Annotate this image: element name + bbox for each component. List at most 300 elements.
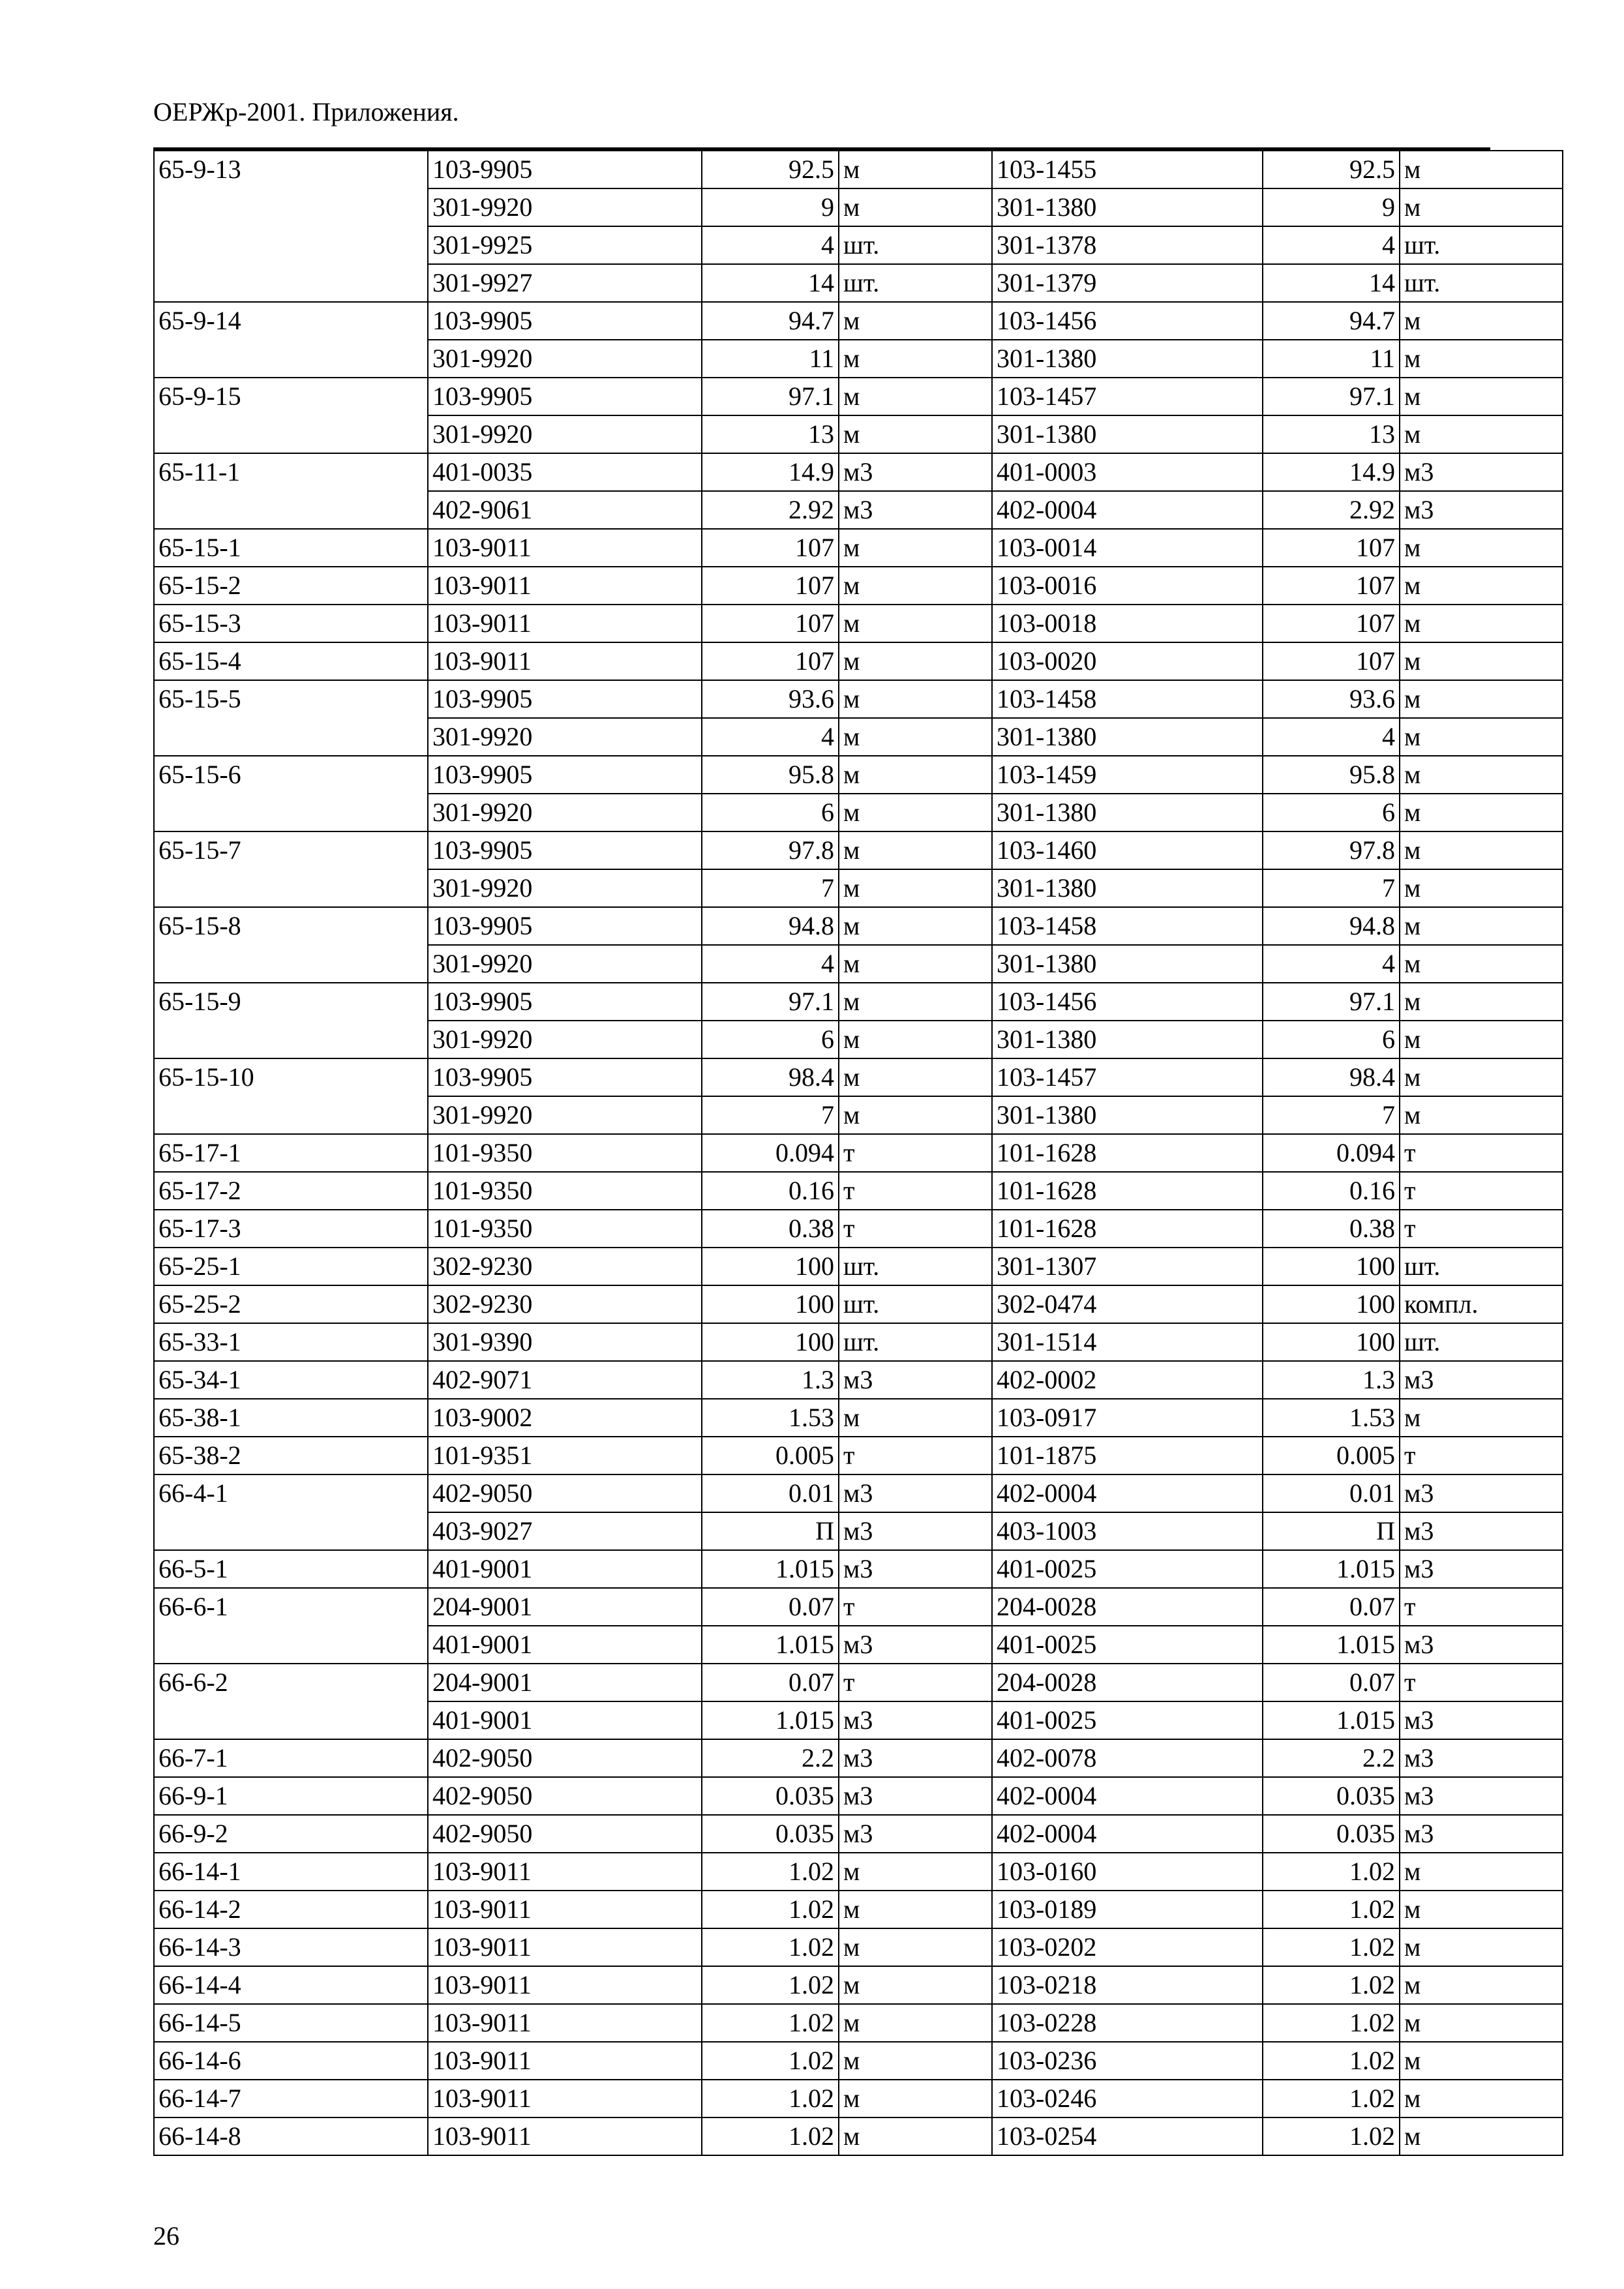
old-resource-cell: 103-9905	[428, 907, 702, 945]
code-cell: 66-6-1	[154, 1588, 428, 1626]
old-unit-cell: м	[839, 340, 992, 378]
code-cell	[154, 1021, 428, 1058]
old-resource-cell: 103-9905	[428, 756, 702, 794]
new-unit-cell: м	[1400, 340, 1563, 378]
table-row	[154, 1474, 1563, 1512]
new-resource-cell: 103-0020	[992, 642, 1263, 680]
old-unit-cell: шт.	[839, 264, 992, 302]
new-unit-cell: м	[1400, 2117, 1563, 2155]
old-resource-cell: 301-9920	[428, 1021, 702, 1058]
new-unit-cell: м	[1400, 794, 1563, 831]
new-unit-cell: м3	[1400, 1361, 1563, 1399]
new-unit-cell: м3	[1400, 491, 1563, 529]
old-unit-cell: м	[839, 302, 992, 340]
old-resource-cell: 403-9027	[428, 1512, 702, 1550]
new-resource-cell: 103-1457	[992, 1058, 1263, 1096]
old-quantity-cell: 1.3	[702, 1361, 839, 1399]
old-resource-cell: 301-9927	[428, 264, 702, 302]
old-quantity-cell: 0.07	[702, 1588, 839, 1626]
new-resource-cell: 103-0202	[992, 1928, 1263, 1966]
old-unit-cell: м3	[839, 1701, 992, 1739]
old-quantity-cell: 0.07	[702, 1664, 839, 1701]
new-resource-cell: 103-0917	[992, 1399, 1263, 1437]
resource-table	[153, 150, 1563, 2156]
new-unit-cell: м	[1400, 869, 1563, 907]
new-quantity-cell: П	[1263, 1512, 1400, 1550]
new-quantity-cell: 1.02	[1263, 1966, 1400, 2004]
new-unit-cell: м3	[1400, 1777, 1563, 1815]
code-cell: 66-14-6	[154, 2042, 428, 2080]
new-quantity-cell: 93.6	[1263, 680, 1400, 718]
new-quantity-cell: 4	[1263, 226, 1400, 264]
table-row	[154, 2117, 1563, 2155]
table-row	[154, 1777, 1563, 1815]
new-resource-cell: 301-1379	[992, 264, 1263, 302]
new-unit-cell: м3	[1400, 1739, 1563, 1777]
old-resource-cell: 301-9920	[428, 869, 702, 907]
new-resource-cell: 103-1459	[992, 756, 1263, 794]
new-resource-cell: 402-0004	[992, 491, 1263, 529]
new-resource-cell: 402-0078	[992, 1739, 1263, 1777]
new-resource-cell: 103-0018	[992, 605, 1263, 642]
table-row	[154, 188, 1563, 226]
new-quantity-cell: 1.02	[1263, 2117, 1400, 2155]
new-quantity-cell: 2.2	[1263, 1739, 1400, 1777]
new-quantity-cell: 0.16	[1263, 1172, 1400, 1210]
old-quantity-cell: 1.015	[702, 1701, 839, 1739]
new-resource-cell: 103-0016	[992, 567, 1263, 605]
new-resource-cell: 301-1380	[992, 1096, 1263, 1134]
old-quantity-cell: 100	[702, 1248, 839, 1285]
table-row	[154, 1134, 1563, 1172]
new-quantity-cell: 0.005	[1263, 1437, 1400, 1474]
old-quantity-cell: 1.02	[702, 2117, 839, 2155]
old-unit-cell: м3	[839, 491, 992, 529]
table-row	[154, 1096, 1563, 1134]
new-quantity-cell: 107	[1263, 567, 1400, 605]
old-unit-cell: т	[839, 1664, 992, 1701]
new-unit-cell: м	[1400, 907, 1563, 945]
new-resource-cell: 301-1514	[992, 1323, 1263, 1361]
code-cell	[154, 794, 428, 831]
new-resource-cell: 103-1456	[992, 983, 1263, 1021]
old-unit-cell: м3	[839, 1815, 992, 1853]
old-unit-cell: шт.	[839, 1323, 992, 1361]
new-quantity-cell: 4	[1263, 718, 1400, 756]
old-quantity-cell: 0.01	[702, 1474, 839, 1512]
old-quantity-cell: 1.02	[702, 1853, 839, 1891]
old-unit-cell: м	[839, 415, 992, 453]
old-quantity-cell: 107	[702, 642, 839, 680]
table-row	[154, 1891, 1563, 1928]
new-unit-cell: шт.	[1400, 1248, 1563, 1285]
new-quantity-cell: 1.02	[1263, 1891, 1400, 1928]
old-unit-cell: т	[839, 1210, 992, 1248]
new-resource-cell: 402-0002	[992, 1361, 1263, 1399]
old-unit-cell: т	[839, 1437, 992, 1474]
new-quantity-cell: 0.035	[1263, 1777, 1400, 1815]
new-resource-cell: 301-1307	[992, 1248, 1263, 1285]
new-resource-cell: 302-0474	[992, 1285, 1263, 1323]
old-quantity-cell: 0.035	[702, 1777, 839, 1815]
new-unit-cell: м	[1400, 718, 1563, 756]
table-row	[154, 794, 1563, 831]
old-resource-cell: 103-9011	[428, 1928, 702, 1966]
old-quantity-cell: 0.16	[702, 1172, 839, 1210]
new-resource-cell: 301-1380	[992, 340, 1263, 378]
new-quantity-cell: 100	[1263, 1248, 1400, 1285]
table-row	[154, 1966, 1563, 2004]
code-cell: 65-15-8	[154, 907, 428, 945]
table-row	[154, 1815, 1563, 1853]
old-unit-cell: м	[839, 2117, 992, 2155]
old-quantity-cell: 0.094	[702, 1134, 839, 1172]
old-resource-cell: 302-9230	[428, 1248, 702, 1285]
table-row	[154, 680, 1563, 718]
new-quantity-cell: 14	[1263, 264, 1400, 302]
new-unit-cell: м	[1400, 1021, 1563, 1058]
code-cell: 65-15-1	[154, 529, 428, 567]
new-quantity-cell: 0.38	[1263, 1210, 1400, 1248]
old-resource-cell: 103-9905	[428, 302, 702, 340]
old-unit-cell: м	[839, 831, 992, 869]
old-unit-cell: м	[839, 642, 992, 680]
code-cell: 66-14-8	[154, 2117, 428, 2155]
code-cell: 65-15-5	[154, 680, 428, 718]
table-row	[154, 1210, 1563, 1248]
old-resource-cell: 204-9001	[428, 1588, 702, 1626]
old-quantity-cell: 2.92	[702, 491, 839, 529]
old-unit-cell: м	[839, 907, 992, 945]
old-resource-cell: 101-9350	[428, 1134, 702, 1172]
new-quantity-cell: 0.094	[1263, 1134, 1400, 1172]
old-quantity-cell: 1.02	[702, 2042, 839, 2080]
table-row	[154, 1399, 1563, 1437]
table-row	[154, 1739, 1563, 1777]
old-resource-cell: 401-9001	[428, 1550, 702, 1588]
old-unit-cell: т	[839, 1172, 992, 1210]
code-cell: 65-15-10	[154, 1058, 428, 1096]
new-unit-cell: м3	[1400, 1626, 1563, 1664]
old-unit-cell: м	[839, 1853, 992, 1891]
new-quantity-cell: 14.9	[1263, 453, 1400, 491]
table-body	[154, 151, 1563, 2155]
new-unit-cell: м	[1400, 2080, 1563, 2117]
new-resource-cell: 301-1380	[992, 188, 1263, 226]
old-unit-cell: м	[839, 983, 992, 1021]
new-unit-cell: м	[1400, 302, 1563, 340]
code-cell	[154, 415, 428, 453]
new-unit-cell: т	[1400, 1437, 1563, 1474]
old-resource-cell: 301-9920	[428, 1096, 702, 1134]
code-cell: 66-7-1	[154, 1739, 428, 1777]
new-resource-cell: 301-1380	[992, 718, 1263, 756]
old-resource-cell: 103-9011	[428, 1891, 702, 1928]
new-resource-cell: 103-0014	[992, 529, 1263, 567]
new-resource-cell: 103-0218	[992, 1966, 1263, 2004]
old-resource-cell: 103-9905	[428, 151, 702, 188]
old-resource-cell: 301-9920	[428, 718, 702, 756]
code-cell: 65-15-4	[154, 642, 428, 680]
new-quantity-cell: 13	[1263, 415, 1400, 453]
old-resource-cell: 103-9011	[428, 2004, 702, 2042]
new-unit-cell: м	[1400, 1891, 1563, 1928]
new-resource-cell: 103-1456	[992, 302, 1263, 340]
old-unit-cell: шт.	[839, 1285, 992, 1323]
new-unit-cell: м	[1400, 1928, 1563, 1966]
old-unit-cell: м	[839, 1891, 992, 1928]
table-row	[154, 2042, 1563, 2080]
old-quantity-cell: 13	[702, 415, 839, 453]
table-row	[154, 378, 1563, 415]
old-unit-cell: шт.	[839, 1248, 992, 1285]
new-resource-cell: 402-0004	[992, 1815, 1263, 1853]
new-resource-cell: 103-1457	[992, 378, 1263, 415]
old-unit-cell: м	[839, 1021, 992, 1058]
old-unit-cell: м	[839, 794, 992, 831]
old-quantity-cell: 9	[702, 188, 839, 226]
new-unit-cell: шт.	[1400, 226, 1563, 264]
code-cell	[154, 188, 428, 226]
old-quantity-cell: 0.005	[702, 1437, 839, 1474]
old-quantity-cell: 2.2	[702, 1739, 839, 1777]
code-cell	[154, 340, 428, 378]
old-quantity-cell: 95.8	[702, 756, 839, 794]
new-quantity-cell: 6	[1263, 1021, 1400, 1058]
old-resource-cell: 402-9050	[428, 1815, 702, 1853]
old-unit-cell: м3	[839, 453, 992, 491]
new-resource-cell: 103-1460	[992, 831, 1263, 869]
new-unit-cell: м	[1400, 1058, 1563, 1096]
new-resource-cell: 301-1380	[992, 869, 1263, 907]
new-unit-cell: м	[1400, 756, 1563, 794]
new-unit-cell: м3	[1400, 1815, 1563, 1853]
table-row	[154, 1664, 1563, 1701]
new-unit-cell: м	[1400, 1853, 1563, 1891]
new-unit-cell: м	[1400, 1399, 1563, 1437]
new-unit-cell: шт.	[1400, 1323, 1563, 1361]
new-quantity-cell: 11	[1263, 340, 1400, 378]
old-resource-cell: 301-9920	[428, 415, 702, 453]
code-cell	[154, 1701, 428, 1739]
old-unit-cell: м	[839, 945, 992, 983]
new-resource-cell: 103-1455	[992, 151, 1263, 188]
old-quantity-cell: 1.015	[702, 1550, 839, 1588]
new-resource-cell: 101-1628	[992, 1172, 1263, 1210]
code-cell: 65-17-2	[154, 1172, 428, 1210]
table-row	[154, 1361, 1563, 1399]
old-quantity-cell: 4	[702, 226, 839, 264]
table-row	[154, 1626, 1563, 1664]
new-quantity-cell: 98.4	[1263, 1058, 1400, 1096]
old-quantity-cell: 6	[702, 794, 839, 831]
code-cell: 65-38-2	[154, 1437, 428, 1474]
table-row	[154, 869, 1563, 907]
old-quantity-cell: 94.8	[702, 907, 839, 945]
table-row	[154, 945, 1563, 983]
table-row	[154, 1323, 1563, 1361]
code-cell	[154, 491, 428, 529]
new-resource-cell: 301-1380	[992, 794, 1263, 831]
old-unit-cell: м	[839, 680, 992, 718]
code-cell: 66-14-4	[154, 1966, 428, 2004]
new-unit-cell: м	[1400, 567, 1563, 605]
old-quantity-cell: 107	[702, 529, 839, 567]
code-cell: 66-14-1	[154, 1853, 428, 1891]
new-unit-cell: м	[1400, 680, 1563, 718]
new-quantity-cell: 94.7	[1263, 302, 1400, 340]
table-row	[154, 1701, 1563, 1739]
code-cell: 66-14-5	[154, 2004, 428, 2042]
old-quantity-cell: 107	[702, 567, 839, 605]
page-number: 26	[153, 2221, 179, 2251]
new-quantity-cell: 1.015	[1263, 1550, 1400, 1588]
code-cell: 65-11-1	[154, 453, 428, 491]
code-cell: 65-15-3	[154, 605, 428, 642]
new-quantity-cell: 1.015	[1263, 1626, 1400, 1664]
old-quantity-cell: 94.7	[702, 302, 839, 340]
old-resource-cell: 103-9905	[428, 983, 702, 1021]
old-unit-cell: м	[839, 1399, 992, 1437]
code-cell: 66-6-2	[154, 1664, 428, 1701]
table-row	[154, 1248, 1563, 1285]
table-row	[154, 264, 1563, 302]
old-resource-cell: 103-9011	[428, 529, 702, 567]
old-unit-cell: м	[839, 869, 992, 907]
new-unit-cell: м	[1400, 188, 1563, 226]
code-cell: 65-17-1	[154, 1134, 428, 1172]
old-quantity-cell: 93.6	[702, 680, 839, 718]
new-quantity-cell: 7	[1263, 869, 1400, 907]
old-unit-cell: м	[839, 567, 992, 605]
old-unit-cell: м	[839, 529, 992, 567]
old-quantity-cell: 1.02	[702, 2004, 839, 2042]
new-quantity-cell: 7	[1263, 1096, 1400, 1134]
new-unit-cell: м	[1400, 945, 1563, 983]
old-resource-cell: 402-9061	[428, 491, 702, 529]
old-quantity-cell: 1.53	[702, 1399, 839, 1437]
old-resource-cell: 402-9050	[428, 1474, 702, 1512]
new-unit-cell: шт.	[1400, 264, 1563, 302]
code-cell: 66-14-2	[154, 1891, 428, 1928]
table-row	[154, 1512, 1563, 1550]
table-row	[154, 1021, 1563, 1058]
old-quantity-cell: 100	[702, 1285, 839, 1323]
new-quantity-cell: 107	[1263, 529, 1400, 567]
table-row	[154, 718, 1563, 756]
new-unit-cell: м	[1400, 831, 1563, 869]
new-resource-cell: 403-1003	[992, 1512, 1263, 1550]
old-resource-cell: 103-9002	[428, 1399, 702, 1437]
old-quantity-cell: 6	[702, 1021, 839, 1058]
new-quantity-cell: 94.8	[1263, 907, 1400, 945]
old-unit-cell: м	[839, 2004, 992, 2042]
new-unit-cell: т	[1400, 1210, 1563, 1248]
new-resource-cell: 301-1380	[992, 415, 1263, 453]
code-cell	[154, 1512, 428, 1550]
old-quantity-cell: 97.8	[702, 831, 839, 869]
new-quantity-cell: 1.3	[1263, 1361, 1400, 1399]
new-quantity-cell: 97.8	[1263, 831, 1400, 869]
new-resource-cell: 103-0189	[992, 1891, 1263, 1928]
new-quantity-cell: 9	[1263, 188, 1400, 226]
table-row	[154, 1550, 1563, 1588]
code-cell: 65-15-7	[154, 831, 428, 869]
code-cell: 65-15-6	[154, 756, 428, 794]
table-row	[154, 2004, 1563, 2042]
new-resource-cell: 101-1628	[992, 1210, 1263, 1248]
old-unit-cell: т	[839, 1588, 992, 1626]
new-resource-cell: 301-1380	[992, 1021, 1263, 1058]
old-quantity-cell: 1.015	[702, 1626, 839, 1664]
old-quantity-cell: 14	[702, 264, 839, 302]
new-unit-cell: т	[1400, 1588, 1563, 1626]
new-quantity-cell: 0.07	[1263, 1664, 1400, 1701]
new-unit-cell: м	[1400, 605, 1563, 642]
new-quantity-cell: 100	[1263, 1285, 1400, 1323]
code-cell: 66-14-7	[154, 2080, 428, 2117]
new-resource-cell: 204-0028	[992, 1588, 1263, 1626]
new-unit-cell: м	[1400, 151, 1563, 188]
code-cell: 65-9-15	[154, 378, 428, 415]
new-unit-cell: м	[1400, 378, 1563, 415]
table-row	[154, 453, 1563, 491]
old-resource-cell: 103-9011	[428, 605, 702, 642]
new-resource-cell: 103-0246	[992, 2080, 1263, 2117]
old-unit-cell: м	[839, 188, 992, 226]
table-row	[154, 340, 1563, 378]
old-resource-cell: 302-9230	[428, 1285, 702, 1323]
old-unit-cell: м3	[839, 1739, 992, 1777]
new-quantity-cell: 92.5	[1263, 151, 1400, 188]
old-unit-cell: м	[839, 1966, 992, 2004]
old-resource-cell: 103-9905	[428, 831, 702, 869]
new-resource-cell: 103-1458	[992, 907, 1263, 945]
new-resource-cell: 101-1628	[992, 1134, 1263, 1172]
old-unit-cell: м	[839, 1928, 992, 1966]
new-quantity-cell: 2.92	[1263, 491, 1400, 529]
old-unit-cell: м3	[839, 1474, 992, 1512]
old-unit-cell: м3	[839, 1361, 992, 1399]
new-unit-cell: м	[1400, 2042, 1563, 2080]
table-row	[154, 226, 1563, 264]
new-resource-cell: 402-0004	[992, 1474, 1263, 1512]
old-resource-cell: 103-9011	[428, 2080, 702, 2117]
new-unit-cell: м3	[1400, 453, 1563, 491]
old-unit-cell: м3	[839, 1550, 992, 1588]
table-row	[154, 529, 1563, 567]
new-unit-cell: м	[1400, 415, 1563, 453]
old-quantity-cell: 4	[702, 718, 839, 756]
new-unit-cell: м3	[1400, 1701, 1563, 1739]
new-resource-cell: 401-0025	[992, 1550, 1263, 1588]
new-quantity-cell: 107	[1263, 642, 1400, 680]
new-unit-cell: м	[1400, 2004, 1563, 2042]
table-row	[154, 983, 1563, 1021]
old-resource-cell: 103-9011	[428, 1853, 702, 1891]
old-unit-cell: м3	[839, 1512, 992, 1550]
code-cell	[154, 226, 428, 264]
code-cell: 65-9-14	[154, 302, 428, 340]
old-resource-cell: 301-9920	[428, 340, 702, 378]
new-unit-cell: т	[1400, 1664, 1563, 1701]
new-unit-cell: т	[1400, 1134, 1563, 1172]
new-quantity-cell: 107	[1263, 605, 1400, 642]
old-unit-cell: шт.	[839, 226, 992, 264]
table-row	[154, 907, 1563, 945]
code-cell: 66-14-3	[154, 1928, 428, 1966]
table-row	[154, 1437, 1563, 1474]
